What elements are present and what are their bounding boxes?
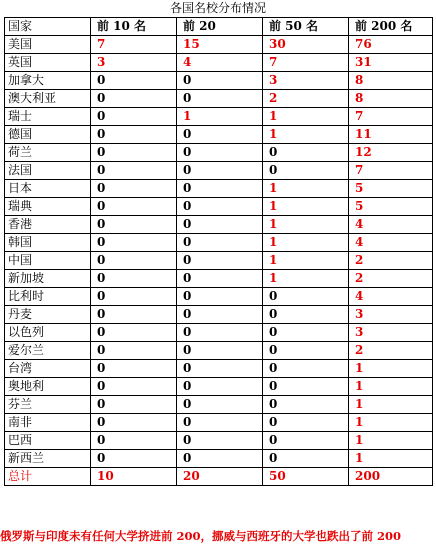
- top200-count-cell: 4: [349, 216, 433, 234]
- country-cell: 德国: [5, 126, 91, 144]
- table-row: [5, 72, 433, 90]
- table-row: [5, 288, 433, 306]
- top50-count-cell: 1: [263, 180, 349, 198]
- top20-count-cell: 0: [177, 378, 263, 396]
- top50-count-cell: 3: [263, 72, 349, 90]
- table-row: [5, 180, 433, 198]
- table-row: [5, 234, 433, 252]
- table-body: [5, 36, 433, 486]
- top10-count-cell: 10: [91, 468, 177, 486]
- table-row: [5, 252, 433, 270]
- top20-count-cell: 0: [177, 198, 263, 216]
- top50-count-cell: 0: [263, 306, 349, 324]
- top10-count-cell: 0: [91, 180, 177, 198]
- top10-count-cell: 0: [91, 396, 177, 414]
- table-row: [5, 162, 433, 180]
- top10-count-cell: 0: [91, 360, 177, 378]
- top10-count-cell: 0: [91, 216, 177, 234]
- top50-count-cell: 0: [263, 162, 349, 180]
- footnote: 俄罗斯与印度未有任何大学挤进前 200，挪威与西班牙的大学也跌出了前 200: [0, 529, 402, 543]
- top10-count-cell: 0: [91, 270, 177, 288]
- country-cell: 总计: [5, 468, 91, 486]
- country-cell: 台湾: [5, 360, 91, 378]
- top50-count-cell: 30: [263, 36, 349, 54]
- top10-count-cell: 0: [91, 306, 177, 324]
- top20-count-cell: 0: [177, 252, 263, 270]
- table-row: [5, 216, 433, 234]
- table-row: [5, 342, 433, 360]
- top200-count-cell: 7: [349, 162, 433, 180]
- top50-count-cell: 0: [263, 144, 349, 162]
- table-row: [5, 432, 433, 450]
- country-cell: 芬兰: [5, 396, 91, 414]
- table-row: [5, 414, 433, 432]
- top50-count-cell: 1: [263, 270, 349, 288]
- top10-count-cell: 0: [91, 198, 177, 216]
- country-cell: 日本: [5, 180, 91, 198]
- top200-count-cell: 12: [349, 144, 433, 162]
- top200-count-cell: 4: [349, 288, 433, 306]
- top200-count-cell: 7: [349, 108, 433, 126]
- top50-count-cell: 0: [263, 414, 349, 432]
- top10-count-cell: 7: [91, 36, 177, 54]
- table-row: [5, 54, 433, 72]
- top10-count-cell: 0: [91, 450, 177, 468]
- top50-count-cell: 1: [263, 234, 349, 252]
- top200-count-cell: 11: [349, 126, 433, 144]
- table-row: [5, 126, 433, 144]
- top200-count-cell: 2: [349, 252, 433, 270]
- top50-count-cell: 0: [263, 324, 349, 342]
- top200-count-cell: 4: [349, 234, 433, 252]
- page-title: 各国名校分布情况: [169, 1, 266, 15]
- top20-count-cell: 0: [177, 90, 263, 108]
- top20-count-cell: 0: [177, 360, 263, 378]
- top20-count-cell: 0: [177, 234, 263, 252]
- country-cell: 南非: [5, 414, 91, 432]
- table-row: [5, 324, 433, 342]
- top200-count-cell: 8: [349, 90, 433, 108]
- country-cell: 荷兰: [5, 144, 91, 162]
- column-header-country: 国家: [5, 18, 91, 36]
- country-cell: 韩国: [5, 234, 91, 252]
- top50-count-cell: 0: [263, 450, 349, 468]
- top200-count-cell: 2: [349, 342, 433, 360]
- table-header-row: [5, 18, 433, 36]
- top200-count-cell: 2: [349, 270, 433, 288]
- top200-count-cell: 31: [349, 54, 433, 72]
- top20-count-cell: 20: [177, 468, 263, 486]
- country-cell: 以色列: [5, 324, 91, 342]
- total-row: [5, 468, 433, 486]
- column-header-top20: 前 20: [177, 18, 263, 36]
- country-cell: 爱尔兰: [5, 342, 91, 360]
- country-cell: 中国: [5, 252, 91, 270]
- top20-count-cell: 0: [177, 324, 263, 342]
- university-ranking-table: [4, 17, 433, 486]
- top50-count-cell: 0: [263, 432, 349, 450]
- top50-count-cell: 1: [263, 198, 349, 216]
- top10-count-cell: 0: [91, 288, 177, 306]
- table-row: [5, 306, 433, 324]
- country-cell: 瑞典: [5, 198, 91, 216]
- top10-count-cell: 0: [91, 144, 177, 162]
- top200-count-cell: 1: [349, 396, 433, 414]
- column-header-top200: 前 200 名: [349, 18, 433, 36]
- top20-count-cell: 0: [177, 270, 263, 288]
- top10-count-cell: 0: [91, 324, 177, 342]
- top200-count-cell: 8: [349, 72, 433, 90]
- top50-count-cell: 7: [263, 54, 349, 72]
- top10-count-cell: 0: [91, 342, 177, 360]
- top20-count-cell: 0: [177, 396, 263, 414]
- top200-count-cell: 76: [349, 36, 433, 54]
- top50-count-cell: 1: [263, 126, 349, 144]
- top10-count-cell: 0: [91, 162, 177, 180]
- top200-count-cell: 1: [349, 432, 433, 450]
- country-cell: 英国: [5, 54, 91, 72]
- top200-count-cell: 200: [349, 468, 433, 486]
- country-cell: 新加坡: [5, 270, 91, 288]
- top10-count-cell: 0: [91, 414, 177, 432]
- top10-count-cell: 3: [91, 54, 177, 72]
- top200-count-cell: 5: [349, 198, 433, 216]
- top200-count-cell: 5: [349, 180, 433, 198]
- table-row: [5, 396, 433, 414]
- top50-count-cell: 0: [263, 396, 349, 414]
- country-cell: 瑞士: [5, 108, 91, 126]
- top20-count-cell: 0: [177, 126, 263, 144]
- top20-count-cell: 1: [177, 108, 263, 126]
- top10-count-cell: 0: [91, 108, 177, 126]
- country-cell: 巴西: [5, 432, 91, 450]
- table-row: [5, 198, 433, 216]
- top20-count-cell: 15: [177, 36, 263, 54]
- top20-count-cell: 0: [177, 432, 263, 450]
- top50-count-cell: 2: [263, 90, 349, 108]
- top200-count-cell: 3: [349, 324, 433, 342]
- top10-count-cell: 0: [91, 432, 177, 450]
- country-cell: 新西兰: [5, 450, 91, 468]
- table-row: [5, 108, 433, 126]
- country-cell: 香港: [5, 216, 91, 234]
- table-row: [5, 450, 433, 468]
- top200-count-cell: 1: [349, 450, 433, 468]
- top50-count-cell: 0: [263, 288, 349, 306]
- top200-count-cell: 1: [349, 414, 433, 432]
- top200-count-cell: 1: [349, 378, 433, 396]
- top10-count-cell: 0: [91, 126, 177, 144]
- top50-count-cell: 0: [263, 378, 349, 396]
- column-header-top10: 前 10 名: [91, 18, 177, 36]
- top50-count-cell: 1: [263, 108, 349, 126]
- top10-count-cell: 0: [91, 252, 177, 270]
- top20-count-cell: 0: [177, 414, 263, 432]
- top50-count-cell: 1: [263, 216, 349, 234]
- country-cell: 美国: [5, 36, 91, 54]
- top20-count-cell: 0: [177, 342, 263, 360]
- top10-count-cell: 0: [91, 90, 177, 108]
- top20-count-cell: 0: [177, 306, 263, 324]
- top20-count-cell: 0: [177, 144, 263, 162]
- table-row: [5, 144, 433, 162]
- top10-count-cell: 0: [91, 72, 177, 90]
- top20-count-cell: 0: [177, 450, 263, 468]
- top20-count-cell: 0: [177, 162, 263, 180]
- table-row: [5, 360, 433, 378]
- top10-count-cell: 0: [91, 378, 177, 396]
- top50-count-cell: 0: [263, 342, 349, 360]
- country-cell: 法国: [5, 162, 91, 180]
- column-header-top50: 前 50 名: [263, 18, 349, 36]
- table-row: [5, 270, 433, 288]
- top10-count-cell: 0: [91, 234, 177, 252]
- top50-count-cell: 1: [263, 252, 349, 270]
- table-row: [5, 378, 433, 396]
- top200-count-cell: 3: [349, 306, 433, 324]
- table-row: [5, 36, 433, 54]
- top200-count-cell: 1: [349, 360, 433, 378]
- top20-count-cell: 4: [177, 54, 263, 72]
- country-cell: 奥地利: [5, 378, 91, 396]
- top50-count-cell: 0: [263, 360, 349, 378]
- country-cell: 澳大利亚: [5, 90, 91, 108]
- top20-count-cell: 0: [177, 288, 263, 306]
- country-cell: 加拿大: [5, 72, 91, 90]
- top20-count-cell: 0: [177, 216, 263, 234]
- country-cell: 比利时: [5, 288, 91, 306]
- top20-count-cell: 0: [177, 180, 263, 198]
- table-row: [5, 90, 433, 108]
- top20-count-cell: 0: [177, 72, 263, 90]
- country-cell: 丹麦: [5, 306, 91, 324]
- top50-count-cell: 50: [263, 468, 349, 486]
